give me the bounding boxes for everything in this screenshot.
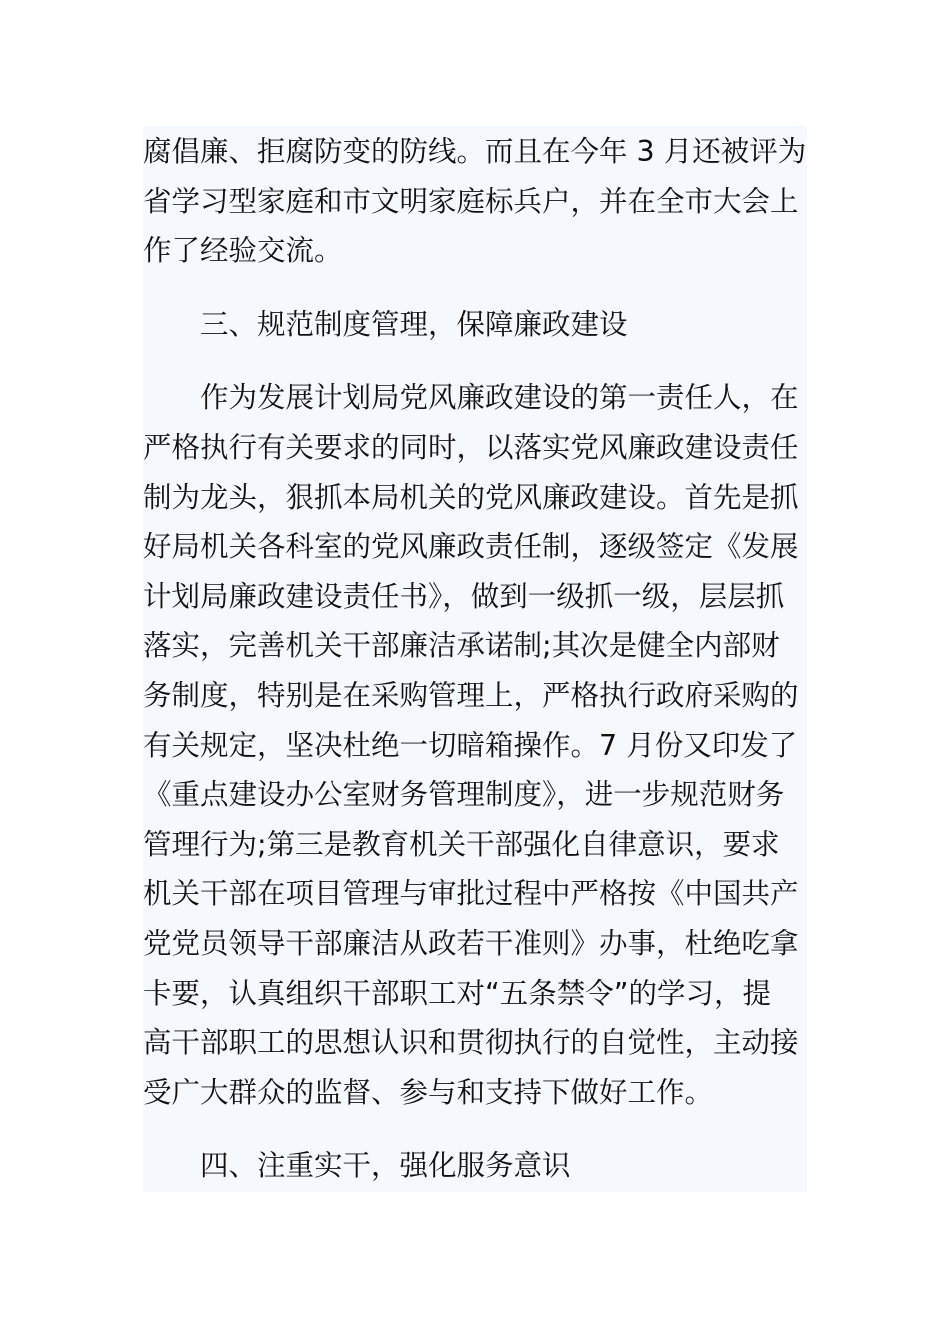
- text-line: 作了经验交流。: [143, 234, 343, 268]
- text-line: 好局机关各科室的党风廉政责任制，逐级签定《发展: [143, 530, 799, 564]
- text-line: 腐倡廉、拒腐防变的防线。而且在今年 3 月还被评为: [143, 135, 807, 168]
- paragraph-continuation: [143, 127, 807, 276]
- text-line: 受广大群众的监督、参与和支持下做好工作。: [143, 1075, 714, 1109]
- section-heading-4: 四、注重实干，强化服务意识: [200, 1149, 571, 1183]
- section-heading-3: 三、规范制度管理，保障廉政建设: [200, 307, 628, 341]
- text-line: 高干部职工的思想认识和贯彻执行的自觉性，主动接: [143, 1026, 799, 1060]
- text-line: 《重点建设办公室财务管理制度》，进一步规范财务: [143, 778, 785, 812]
- text-line: 严格执行有关要求的同时，以落实党风廉政建设责任: [143, 430, 799, 464]
- text-line: 省学习型家庭和市文明家庭标兵户，并在全市大会上: [143, 184, 799, 218]
- text-line: 管理行为;第三是教育机关干部强化自律意识，要求: [143, 827, 780, 861]
- text-line: 党党员领导干部廉洁从政若干准则》办事，杜绝吃拿: [143, 926, 799, 960]
- text-line: 机关干部在项目管理与审批过程中严格按《中国共产: [143, 877, 799, 911]
- text-line: 计划局廉政建设责任书》，做到一级抓一级，层层抓: [143, 579, 785, 613]
- text-line: 落实，完善机关干部廉洁承诺制;其次是健全内部财: [143, 629, 780, 663]
- text-line: 卡要，认真组织干部职工对“五条禁令”的学习，提: [143, 976, 772, 1010]
- text-line: 有关规定，坚决杜绝一切暗箱操作。7 月份又印发了: [143, 728, 798, 762]
- document-body: [143, 126, 807, 1192]
- paragraph-section-3: [143, 373, 807, 1117]
- text-line: 务制度，特别是在采购管理上，严格执行政府采购的: [143, 678, 799, 712]
- text-line: 作为发展计划局党风廉政建设的第一责任人，在: [200, 381, 799, 415]
- text-line: 制为龙头，狠抓本局机关的党风廉政建设。首先是抓: [143, 480, 799, 514]
